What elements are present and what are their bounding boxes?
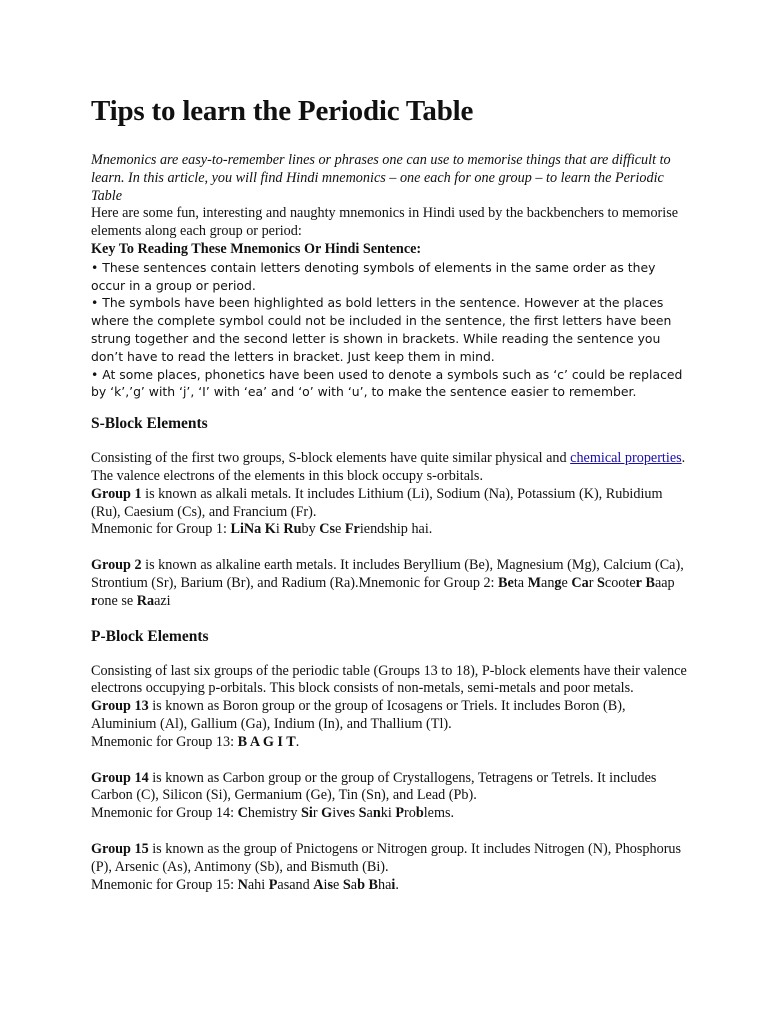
symbol-letters: P <box>268 876 278 893</box>
bullet-item: • At some places, phonetics have been used to denote a symbols such as ‘c’ could be replaced by ‘k’,’g’ with ‘j’, ‘I’ with ‘ea’ and ‘o’ with ‘u’, to make the sentence easier to remember. <box>91 366 683 400</box>
mnemonic-fragment: lems. <box>423 805 455 822</box>
mnemonic-fragment: i <box>323 876 328 893</box>
s-block-intro-text: Consisting of the first two groups, S-block elements have quite similar physical and <box>91 450 571 467</box>
chemical-properties-link[interactable]: chemical properties <box>570 450 682 467</box>
p-block-intro: Consisting of last six groups of the periodic table (Groups 13 to 18), P-block elements have their valence electrons occupying p-orbitals. This block consists of non-metals, semi-metals and poor metals. <box>91 662 687 697</box>
symbol-letters: M <box>527 574 542 591</box>
symbol-letters: s <box>327 876 333 893</box>
mnemonic-fragment: azi <box>154 592 171 609</box>
mnemonic-fragment: ahi <box>247 876 269 893</box>
symbol-letters: S <box>597 574 605 591</box>
group-1-label: Group 1 <box>91 485 142 502</box>
bullet-item: • These sentences contain letters denoting symbols of elements in the same order as they occur in a group or period. <box>91 259 656 293</box>
mnemonic-fragment: e <box>333 876 343 893</box>
group-1-mnemonic <box>91 521 691 539</box>
group-1-description <box>91 486 691 522</box>
mnemonic-fragment: e <box>335 521 345 538</box>
symbol-letters: B <box>645 574 655 591</box>
mnemonic-fragment: ha <box>377 876 392 893</box>
page-title: Tips to learn the Periodic Table <box>91 95 474 127</box>
mnemonic-fragment: i <box>275 521 284 538</box>
mnemonic-fragment: an <box>541 574 555 591</box>
bullet-item: • The symbols have been highlighted as bold letters in the sentence. However at the places where the complete symbol could not be included in the sentence, the first letters have been strung together and the second letter is shown in brackets. While reading the sentence you don’t have to read the letters in bracket. Just keep them in mind. <box>91 295 672 364</box>
key-heading: Key To Reading These Mnemonics Or Hindi Sentence: <box>91 240 422 257</box>
mnemonic-fragment: s <box>349 805 359 822</box>
mnemonic-fragment: ro <box>404 805 416 822</box>
group-2-text: is known as alkaline earth metals. It includes Beryllium (Be), Magnesium (Mg), Calcium (Ca), Strontium (Sr), Barium (Br), and Radium (Ra).Mnemonic for Group 2: <box>91 557 684 591</box>
mnemonic-label: Mnemonic for Group 1: <box>91 521 231 538</box>
p-block-heading: P-Block Elements <box>91 627 209 645</box>
s-block-heading: S-Block Elements <box>91 415 208 433</box>
symbol-letters: Cs <box>319 521 335 538</box>
mnemonic-fragment: iendship hai. <box>359 521 433 538</box>
symbol-letters: K <box>264 521 276 538</box>
mnemonic-fragment: iv <box>332 805 344 822</box>
mnemonic-label: Mnemonic for Group 15: <box>91 876 238 893</box>
group-2-label: Group 2 <box>91 557 142 574</box>
symbol-letters: N <box>237 876 248 893</box>
group-14-text: is known as Carbon group or the group of Crystallogens, Tetragens or Tetrels. It includes Carbon (C), Silicon (Si), Germanium (Ge), Tin (Sn), and Lead (Pb). <box>91 769 657 804</box>
intro-paragraph: Mnemonics are easy-to-remember lines or phrases one can use to memorise things that are difficult to learn. In this article, you will find Hindi mnemonics – one each for one group – to learn the Periodic Table <box>91 152 671 204</box>
group-14-description <box>91 770 691 806</box>
group-2-description <box>91 557 691 610</box>
mnemonic-fragment: asand <box>277 876 314 893</box>
symbol-letters: i <box>391 876 396 893</box>
mnemonic-fragment: a <box>366 805 373 822</box>
mnemonic-fragment: r <box>312 805 322 822</box>
symbol-letters: Ra <box>136 592 155 609</box>
mnemonic-fragment: . <box>395 876 399 893</box>
mnemonic-fragment: ki <box>380 805 396 822</box>
group-13-description <box>91 698 691 734</box>
mnemonic-fragment: . <box>295 733 300 750</box>
symbol-letters: Si <box>301 805 313 822</box>
symbol-letters: A <box>313 876 324 893</box>
symbol-letters: B A G I T <box>237 733 296 750</box>
s-block-intro-text-end: . The valence electrons of the elements in this block occupy s-orbitals. <box>91 450 686 484</box>
symbol-letters: S <box>358 805 367 822</box>
group-1-text: is known as alkali metals. It includes Lithium (Li), Sodium (Na), Potassium (K), Rubidium (Ru), Caesium (Cs), and Francium (Fr). <box>91 485 663 520</box>
group-15-text: is known as the group of Pnictogens or Nitrogen group. It includes Nitrogen (N), Phosphorus (P), Arsenic (As), Antimony (Sb), and Bismuth (Bi). <box>91 840 682 875</box>
symbol-letters: g <box>554 574 562 591</box>
symbol-letters: Ca <box>571 574 589 591</box>
mnemonic-fragment: hemistry <box>247 805 302 822</box>
mnemonic-fragment: e <box>561 574 572 591</box>
mnemonic-fragment: aap <box>654 574 675 591</box>
group-13-label: Group 13 <box>91 698 149 715</box>
symbol-letters: S <box>342 876 351 893</box>
symbol-letters: r <box>635 574 642 591</box>
group-13-text: is known as Boron group or the group of Icosagens or Triels. It includes Boron (B), Aluminium (Al), Gallium (Ga), Indium (In), and Thallium (Tl). <box>91 698 626 732</box>
symbol-letters: Be <box>498 574 514 591</box>
group-15-label: Group 15 <box>91 840 149 857</box>
symbol-letters: n <box>372 805 381 822</box>
mnemonic-text <box>238 805 454 821</box>
symbol-letters: B <box>368 876 378 893</box>
mnemonic-fragment: r <box>588 574 597 591</box>
mnemonic-fragment: a <box>350 876 358 893</box>
symbol-letters: r <box>91 592 98 609</box>
group-13-mnemonic <box>91 734 691 752</box>
symbol-letters: Fr <box>344 521 360 538</box>
symbol-letters: P <box>395 805 405 822</box>
mnemonic-text <box>238 877 399 893</box>
symbol-letters: LiNa <box>230 521 262 538</box>
mnemonic-label: Mnemonic for Group 14: <box>91 805 238 822</box>
group-15-mnemonic <box>91 877 691 895</box>
mnemonic-fragment: by <box>301 521 320 538</box>
mnemonic-label: Mnemonic for Group 13: <box>91 733 238 750</box>
group-15-description <box>91 841 691 877</box>
symbol-letters: C <box>237 805 248 822</box>
symbol-letters: b <box>415 805 424 822</box>
symbol-letters: b <box>357 876 365 893</box>
body-paragraph: Here are some fun, interesting and naughty mnemonics in Hindi used by the backbenchers to memorise elements along each group or period: <box>91 205 679 240</box>
group-14-label: Group 14 <box>91 769 149 786</box>
group-14-mnemonic <box>91 805 691 823</box>
symbol-letters: G <box>321 805 333 822</box>
article <box>91 92 691 894</box>
mnemonic-text <box>238 734 300 750</box>
symbol-letters: e <box>343 805 350 822</box>
s-block-intro <box>91 450 691 486</box>
symbol-letters: Ru <box>283 521 302 538</box>
mnemonic-fragment: one se <box>97 592 137 609</box>
mnemonic-fragment: ta <box>513 574 528 591</box>
mnemonic-fragment: coote <box>604 574 636 591</box>
mnemonic-text <box>231 521 433 537</box>
